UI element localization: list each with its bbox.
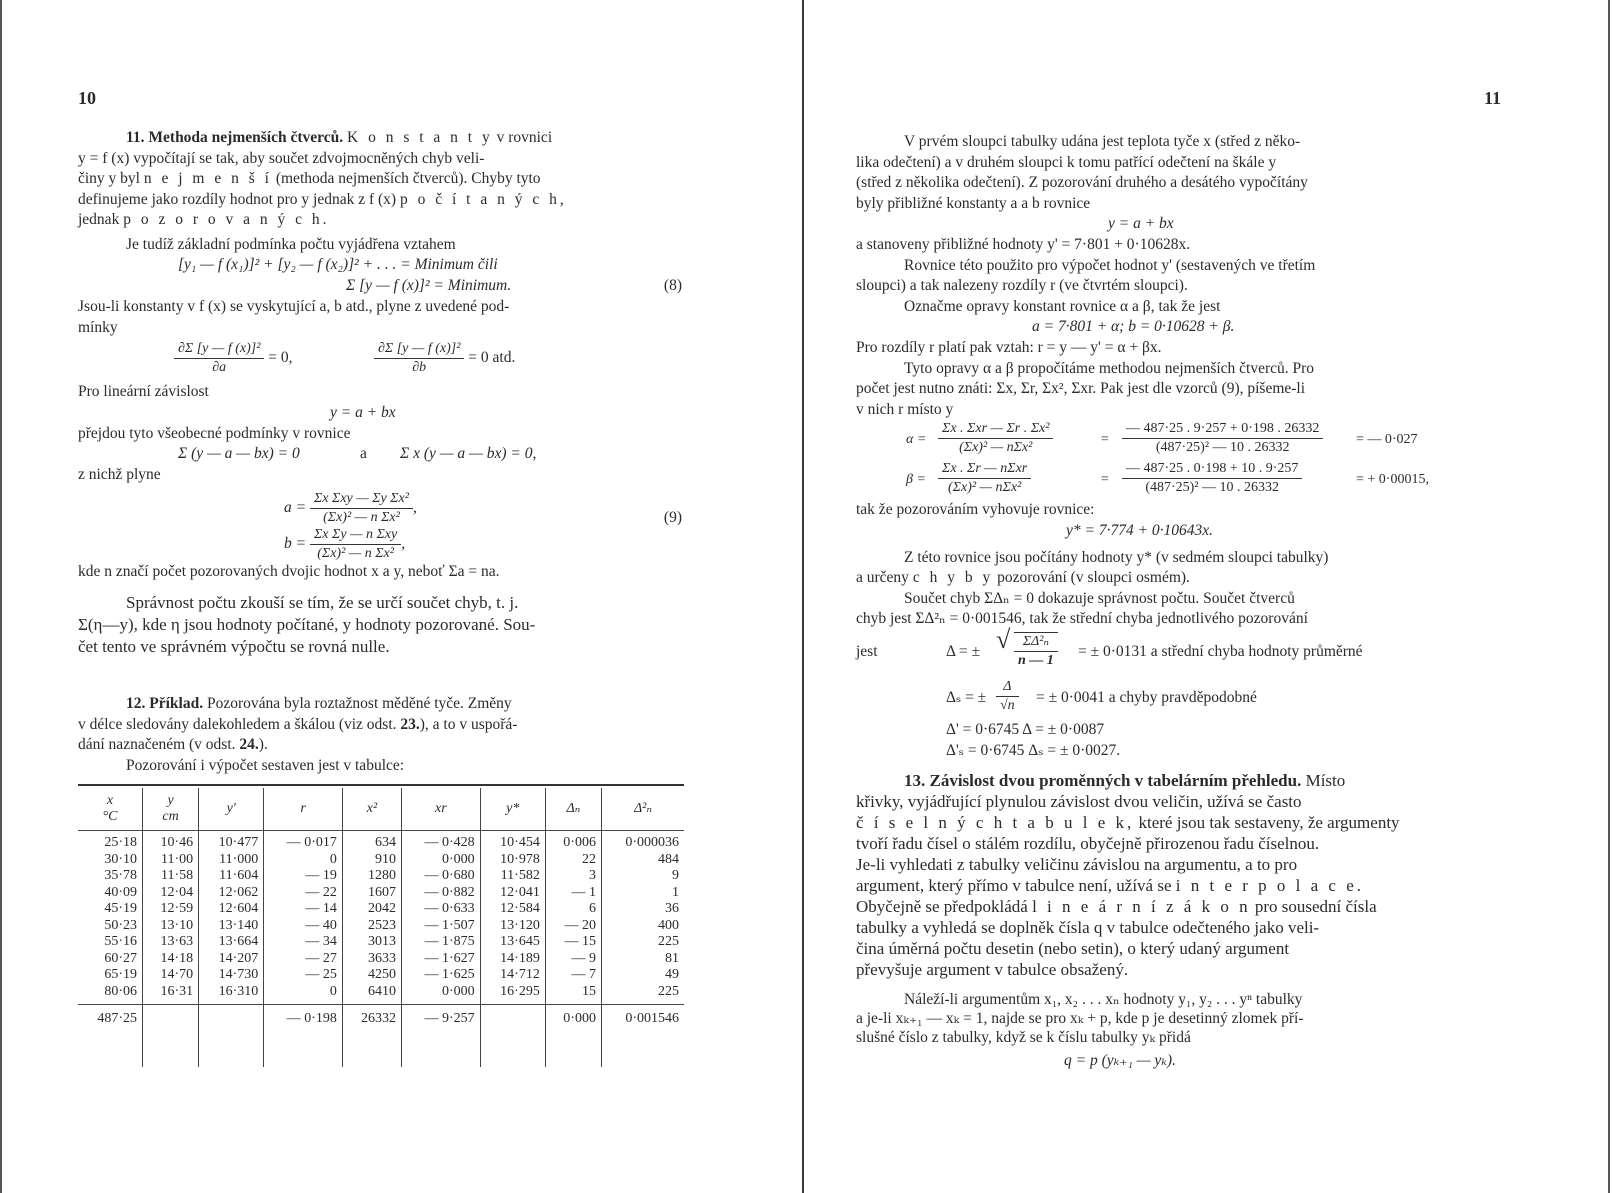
table-cell: — 0·017 — [264, 831, 343, 852]
sqrt-sign: √ — [996, 624, 1011, 654]
table-total-cell: — 9·257 — [402, 1005, 481, 1068]
table-total-cell: 487·25 — [78, 1005, 143, 1068]
table-top-rule — [78, 784, 684, 786]
delta-over-sqrt-n — [996, 678, 1019, 715]
table-cell: 11·00 — [143, 852, 199, 869]
equation: y = a + bx — [330, 403, 396, 421]
text-span: a určeny — [856, 569, 913, 586]
text-line: Je-li vyhledati z tabulky veličinu závislou na argumentu, a to pro — [856, 855, 1298, 874]
equation-line — [856, 741, 1460, 762]
table-cell: 12·584 — [480, 901, 545, 918]
table-cell: 14·730 — [199, 967, 264, 984]
table-cell: 13·645 — [480, 934, 545, 951]
text-span: v délce sledovány dalekohledem a škálou (viz odst. — [78, 715, 401, 733]
column-symbol: Δ²ₙ — [633, 800, 653, 816]
table-row — [78, 918, 684, 935]
table-total-cell: — 0·198 — [264, 1005, 343, 1068]
table-cell: 22 — [545, 852, 601, 869]
text-line: Rovnice této použito pro výpočet hodnot y' (sestavených ve třetím — [904, 256, 1316, 274]
table-cell: 0 — [264, 852, 343, 869]
table-header-cell — [264, 788, 343, 831]
fraction-numerator: Δ — [996, 678, 1019, 697]
text-line: (střed z několika odečtení). Z pozorování druhého a desátého vypočítány — [856, 174, 1308, 191]
table-cell: 12·041 — [480, 885, 545, 902]
table-header-cell — [480, 788, 545, 831]
fraction-denominator: ∂b — [412, 360, 427, 375]
equation-line — [856, 1051, 1460, 1072]
table-row — [78, 868, 684, 885]
table-row — [78, 901, 684, 918]
formulas-9 — [78, 486, 682, 560]
text-line: Tyto opravy α a β propočítáme methodou nejmenších čtverců. Pro — [904, 359, 1315, 377]
table-header-cell — [143, 788, 199, 831]
text-line — [856, 896, 1460, 917]
fraction-denominator: (Σx)² — nΣx² — [959, 440, 1033, 455]
text-line: Je tudíž základní podmínka počtu vyjádřena vztahem — [126, 235, 456, 253]
table-cell: 14·18 — [143, 951, 199, 968]
text-span: Obyčejně se předpokládá — [856, 897, 1033, 916]
text-span: jednak — [78, 211, 124, 228]
table-cell: 14·189 — [480, 951, 545, 968]
correction-formulas — [856, 420, 1460, 500]
table-cell: — 0·882 — [402, 885, 481, 902]
equation: y = a + bx — [1108, 215, 1174, 232]
table-cell: 0·006 — [545, 831, 601, 852]
equation-line — [856, 521, 1460, 542]
table-cell: — 0·680 — [402, 868, 481, 885]
fraction-numerator: ΣΔ²ₙ — [1014, 633, 1058, 652]
equation-number: (8) — [663, 277, 682, 294]
table-cell: 3 — [545, 868, 601, 885]
table-cell: 2523 — [342, 918, 401, 935]
table-cell: — 25 — [264, 967, 343, 984]
table-cell: 10·454 — [480, 831, 545, 852]
equation-line — [78, 403, 682, 424]
text-span: β = — [906, 472, 926, 487]
table-cell: 11·000 — [199, 852, 264, 869]
table-cell: — 1 — [545, 885, 601, 902]
fraction-denominator: √n — [1000, 697, 1015, 713]
formula-b — [284, 526, 405, 563]
table-cell: 400 — [601, 918, 684, 935]
fraction-denominator: (487·25)² — 10 . 26332 — [1145, 480, 1280, 495]
text-line: lika odečtení) a v druhém sloupci k tomu patřící odečtení na škále y — [856, 153, 1277, 171]
text-line: Pro lineární závislost — [78, 383, 209, 400]
table-row — [78, 885, 684, 902]
table-cell: — 34 — [264, 934, 343, 951]
table-cell: 35·78 — [104, 868, 137, 883]
equation-line — [856, 214, 1460, 235]
table-cell: 16·310 — [199, 984, 264, 1005]
column-unit: °C — [102, 809, 118, 824]
table-total-cell: 0·001546 — [601, 1005, 684, 1068]
equals-sign: = — [1100, 472, 1110, 487]
table-cell: 910 — [342, 852, 401, 869]
text-line: Z této rovnice jsou počítány hodnoty y* (v sedmém sloupci tabulky) — [904, 548, 1329, 566]
table-total-cell: 26332 — [342, 1005, 401, 1068]
table-cell: 4250 — [342, 967, 401, 984]
text-line: mínky — [78, 318, 118, 336]
equation: q = p (yₖ₊₁ — yₖ). — [1064, 1052, 1176, 1069]
table-cell: — 14 — [264, 901, 343, 918]
text-span: které jsou tak sestaveny, že argumenty — [1134, 813, 1400, 832]
table-cell: 10·46 — [143, 831, 199, 852]
text-span: pozorování (v sloupci osmém). — [993, 569, 1190, 586]
table-cell: 1607 — [342, 885, 401, 902]
equation: Δ = ± — [946, 642, 981, 660]
table-cell: — 1·625 — [402, 967, 481, 984]
equation: a = 7·801 + α; b = 0·10628 + β. — [1032, 318, 1235, 335]
text-line: tabulky a vyhledá se doplněk čísla q v tabulce odečteného jako veli- — [856, 918, 1320, 937]
text-line: Správnost počtu zkouší se tím, že se určí součet chyb, t. j. — [126, 593, 519, 612]
table-cell: — 9 — [545, 951, 601, 968]
text-span: (methoda nejmenších čtverců). Chyby tyto — [271, 170, 541, 187]
equation-number: (9) — [663, 508, 682, 526]
text-span: K o n s t a n t y — [347, 129, 493, 146]
text-span: b = — [284, 534, 307, 552]
equation: Σ (y — a — bx) = 0 — [178, 445, 300, 462]
text-span: 23. — [400, 715, 420, 733]
table-row — [78, 831, 684, 852]
column-symbol: Δₙ — [566, 800, 581, 816]
equation: Δ' = 0·6745 Δ = ± 0·0087 — [946, 720, 1105, 738]
table-cell: 55·16 — [104, 934, 137, 949]
table-cell: — 7 — [545, 967, 601, 984]
table-cell: 11·604 — [199, 868, 264, 885]
table-cell: 0·000 — [402, 852, 481, 869]
right-page — [806, 0, 1612, 1193]
text-span: c h y b y — [912, 569, 994, 586]
table-cell: — 15 — [545, 934, 601, 951]
table-cell: 14·207 — [199, 951, 264, 968]
table-cell: 13·120 — [480, 918, 545, 935]
text-span: i n t e r p o l a c e. — [1175, 876, 1365, 895]
text-span: v rovnici — [492, 129, 553, 146]
column-symbol: x — [106, 792, 114, 808]
table-total-cell — [480, 1005, 545, 1068]
text-line: z nichž plyne — [78, 466, 161, 483]
fraction-denominator: n — 1 — [1018, 652, 1054, 668]
text-span: p o č í t a n ý c h, — [399, 190, 567, 208]
table-total-cell — [143, 1005, 199, 1068]
text-span: = ± 0·0041 a chyby pravděpodobné — [1036, 688, 1257, 706]
table-cell: 484 — [601, 852, 684, 869]
sqrt-fraction — [1014, 632, 1058, 670]
table-cell: 16·295 — [480, 984, 545, 1005]
fraction-numerator: Σx Σxy — Σy Σx² — [310, 490, 413, 509]
text-span: argument, který přímo v tabulce není, užívá se — [856, 876, 1176, 895]
equation-line — [856, 317, 1460, 338]
beta-fraction-symbolic — [938, 460, 1031, 497]
equation: Δₛ = ± — [946, 688, 987, 706]
table-cell: 0 — [264, 984, 343, 1005]
table-cell: 14·712 — [480, 967, 545, 984]
text-span: n e j m e n š í — [143, 170, 272, 187]
fraction-denominator: (Σx)² — nΣx² — [948, 480, 1022, 495]
text-span: , — [401, 534, 406, 552]
text-line: a je-li xₖ₊₁ — xₖ = 1, najde se pro xₖ + p, kde p je desetinný zlomek pří- — [856, 1010, 1304, 1027]
table-cell: 11·58 — [143, 868, 199, 885]
text-span: č í s e l n ý c h t a b u l e k, — [856, 813, 1135, 832]
derivative-a — [174, 340, 293, 377]
table-header-row — [78, 788, 684, 831]
text-line: Σ(η—y), kde η jsou hodnoty počítané, y hodnoty pozorované. Sou- — [78, 615, 536, 634]
text-line: sloupci) a tak nalezeny rozdíly r (ve čtvrtém sloupci). — [856, 277, 1188, 294]
fraction-denominator: (Σx)² — n Σx² — [323, 509, 400, 525]
table-row — [78, 984, 684, 1005]
text-line: čina úměrná počtu desetin (nebo setin), o který udaný argument — [856, 939, 1290, 958]
section-13 — [856, 770, 1460, 980]
table-cell: — 40 — [264, 918, 343, 935]
table-total-cell — [199, 1005, 264, 1068]
text-line: kde n značí počet pozorovaných dvojic hodnot x a y, neboť Σa = na. — [78, 562, 500, 580]
table-cell: 0·000036 — [601, 831, 684, 852]
table-cell: 11·582 — [480, 868, 545, 885]
equation: y* = 7·774 + 0·10643x. — [1066, 521, 1214, 539]
table-cell: 16·31 — [143, 984, 199, 1005]
formula-a — [284, 490, 417, 527]
text-line: chyb jest ΣΔ²ₙ = 0·001546, tak že střední chyba jednotlivého pozorování — [856, 610, 1308, 627]
text-line: slušné číslo z tabulky, když se k číslu tabulky yₖ přidá — [856, 1029, 1191, 1046]
section-12-heading: 12. Příklad. — [126, 695, 204, 712]
text-line — [78, 210, 682, 231]
section-11-heading: 11. Methoda nejmenších čtverců. — [126, 129, 344, 146]
table-cell: 12·604 — [199, 901, 264, 918]
mean-error-line — [856, 624, 1460, 676]
fraction-numerator: ∂Σ [y — f (x)]² — [174, 340, 264, 359]
table-cell: 2042 — [342, 901, 401, 918]
text-line: Náleží-li argumentům x₁, x₂ . . . xₙ hodnoty y₁, y₂ . . . yⁿ tabulky — [904, 991, 1303, 1008]
text-line — [78, 715, 682, 736]
text-span: činy y byl — [78, 170, 144, 187]
table-header-cell — [601, 788, 684, 831]
section-13-interpolation — [856, 990, 1460, 1072]
text-line: y = f (x) vypočítají se tak, aby součet zdvojmocněných chyb veli- — [78, 149, 485, 167]
equation-line — [78, 276, 682, 297]
text-span: jest — [856, 642, 878, 660]
text-line: Pro rozdíly r platí pak vztah: r = y — y' = α + βx. — [856, 339, 1162, 356]
fraction-denominator: (Σx)² — n Σx² — [317, 545, 394, 561]
table-cell: 15 — [545, 984, 601, 1005]
table-row — [78, 852, 684, 869]
table-cell: 45·19 — [104, 901, 137, 916]
table-cell: 13·10 — [143, 918, 199, 935]
text-line: převyšuje argument v tabulce obsažený. — [856, 960, 1129, 979]
table-cell: 14·70 — [143, 967, 199, 984]
section-13-heading: 13. Závislost dvou proměnných v tabelárním přehledu. — [904, 771, 1302, 790]
table-cell: 1 — [601, 885, 684, 902]
table-cell: 3633 — [342, 951, 401, 968]
equals-sign: = — [1100, 432, 1110, 447]
text-line: Pozorování i výpočet sestaven jest v tabulce: — [126, 756, 405, 774]
text-span: dání naznačeném (v odst. — [78, 736, 240, 753]
text-span: p o z o r o v a n ý c h. — [123, 211, 330, 228]
table-cell: — 22 — [264, 885, 343, 902]
table-header-cell — [342, 788, 401, 831]
table-header-cell — [78, 788, 143, 831]
text-line: Jsou-li konstanty v f (x) se vyskytující a, b atd., plyne z uvedené pod- — [78, 298, 510, 315]
table-header-cell — [545, 788, 601, 831]
table-header-cell — [199, 788, 264, 831]
table-cell: — 20 — [545, 918, 601, 935]
table-cell: 36 — [601, 901, 684, 918]
section-12 — [78, 694, 682, 776]
table-cell: 634 — [342, 831, 401, 852]
text-line — [856, 812, 1460, 833]
table-cell: 9 — [601, 868, 684, 885]
table-cell: 0·000 — [402, 984, 481, 1005]
table-cell: 60·27 — [104, 950, 137, 966]
text-line — [856, 568, 1460, 589]
alpha-fraction-symbolic — [938, 420, 1053, 457]
table-cell: 80·06 — [104, 983, 137, 999]
table-cell: — 1·507 — [402, 918, 481, 935]
table-cell: 1280 — [342, 868, 401, 885]
text-line: křivky, vyjádřující plynulou závislost dvou veličin, užívá se často — [856, 792, 1302, 811]
text-span: = ± 0·0131 a střední chyba hodnoty průměrné — [1078, 642, 1363, 660]
text-span: = 0, — [268, 349, 293, 367]
text-line: čet tento ve správném výpočtu se rovná nulle. — [78, 637, 390, 656]
fraction-denominator: (487·25)² — 10 . 26332 — [1155, 440, 1290, 455]
fraction-numerator: Σx . Σxr — Σr . Σx² — [938, 420, 1053, 439]
table-cell: 50·23 — [104, 917, 137, 933]
table-row — [78, 951, 684, 968]
section-11 — [78, 128, 682, 658]
equation: Δ'ₛ = 0·6745 Δₛ = ± 0·0027. — [946, 741, 1121, 759]
equation-line — [856, 720, 1460, 741]
table-cell: 6 — [545, 901, 601, 918]
table-cell: 25·18 — [104, 835, 137, 850]
column-unit: cm — [162, 809, 179, 824]
text-line: tvoří řadu čísel o stálém rozdílu, obyčejně přirozenou řadu číselnou. — [856, 834, 1320, 853]
text-span: a = — [284, 498, 307, 516]
table-cell: 30·10 — [104, 851, 137, 867]
table-cell: — 19 — [264, 868, 343, 885]
table-row — [78, 967, 684, 984]
fraction-numerator: — 487·25 . 9·257 + 0·198 . 26332 — [1122, 420, 1323, 439]
table-cell: 12·04 — [143, 885, 199, 902]
text-line — [78, 169, 682, 190]
equation: Σ [y — f (x)]² = Minimum. — [346, 277, 512, 294]
table-cell: 13·140 — [199, 918, 264, 935]
derivative-conditions — [78, 338, 682, 382]
table-cell: 10·477 — [199, 831, 264, 852]
table-cell: — 0·428 — [402, 831, 481, 852]
table-cell: — 1·627 — [402, 951, 481, 968]
text-line — [856, 875, 1460, 896]
column-symbol: r — [300, 800, 306, 816]
fraction-denominator: ∂a — [212, 360, 227, 375]
equation: [y₁ — f (x₁)]² + [y₂ — f (x₂)]² + . . . = Minimum čili — [178, 256, 498, 273]
column-symbol: y* — [506, 800, 520, 816]
text-span: 24. — [239, 736, 259, 753]
text-span: l i n e á r n í z á k o n — [1032, 897, 1251, 916]
text-line: Označme opravy konstant rovnice α a β, tak že jest — [904, 297, 1221, 315]
text-line — [78, 735, 682, 756]
table-cell: 40·09 — [104, 884, 137, 900]
derivative-b — [374, 340, 515, 377]
fraction-numerator: Σx . Σr — nΣxr — [938, 460, 1031, 479]
table-cell: 13·664 — [199, 934, 264, 951]
column-symbol: x² — [366, 800, 378, 816]
equation-line — [78, 255, 682, 276]
text-span: = 0 atd. — [468, 349, 516, 367]
table-total-cell: 0·000 — [545, 1005, 601, 1068]
text-span: pro sousední čísla — [1250, 897, 1377, 916]
fraction-numerator: Σx Σy — n Σxy — [310, 526, 401, 545]
table-cell: — 1·875 — [402, 934, 481, 951]
text-line — [78, 190, 682, 211]
table-header-cell — [402, 788, 481, 831]
table-cell: 81 — [601, 951, 684, 968]
table-cell: 10·978 — [480, 852, 545, 869]
table-row — [78, 934, 684, 951]
text-line: počet jest nutno znáti: Σx, Σr, Σx², Σxr. Pak jest dle vzorců (9), píšeme-li — [856, 380, 1306, 397]
example-continuation — [856, 132, 1460, 762]
table-cell: 13·63 — [143, 934, 199, 951]
table-cell: 6410 — [342, 984, 401, 1005]
table-cell: 12·062 — [199, 885, 264, 902]
table-cell: 12·59 — [143, 901, 199, 918]
equation-line — [78, 444, 682, 465]
text-line: v nich r místo y — [856, 400, 954, 418]
text-span: ). — [258, 736, 268, 753]
table-totals-row — [78, 1005, 684, 1068]
page-number-right: 11 — [1484, 88, 1502, 108]
table-cell: — 0·633 — [402, 901, 481, 918]
text-span: ), a to v uspořá- — [419, 715, 518, 733]
text-span: definujeme jako rozdíly hodnot pro y jednak z f (x) — [78, 190, 400, 208]
text-line: V prvém sloupci tabulky udána jest teplota tyče x (střed z něko- — [904, 133, 1301, 150]
table-cell: 3013 — [342, 934, 401, 951]
text-span: Pozorována byla roztažnost měděné tyče. Změny — [203, 695, 512, 712]
observation-table — [78, 788, 684, 1067]
table-cell: 65·19 — [104, 967, 137, 982]
beta-result: = + 0·00015, — [1356, 472, 1429, 487]
column-symbol: y — [167, 792, 174, 808]
text-line: Součet chyb ΣΔₙ = 0 dokazuje správnost počtu. Součet čtverců — [904, 589, 1295, 607]
text-line: přejdou tyto všeobecné podmínky v rovnice — [78, 424, 351, 442]
table-cell: 225 — [601, 934, 684, 951]
equation: Σ x (y — a — bx) = 0, — [400, 445, 537, 462]
page-number-left: 10 — [78, 88, 96, 108]
table-cell: 49 — [601, 967, 684, 984]
alpha-fraction-numeric — [1122, 420, 1323, 457]
column-symbol: xr — [435, 800, 447, 816]
text-line: tak že pozorováním vyhovuje rovnice: — [856, 501, 1095, 518]
alpha-result: = — 0·027 — [1356, 432, 1418, 447]
table-cell: — 27 — [264, 951, 343, 968]
text-line: byly přibližné konstanty a a b rovnice — [856, 194, 1091, 212]
table-cell: 225 — [601, 984, 684, 1005]
fraction-numerator: ∂Σ [y — f (x)]² — [374, 340, 464, 359]
beta-fraction-numeric — [1122, 460, 1302, 497]
fraction-numerator: — 487·25 . 0·198 + 10 . 9·257 — [1122, 460, 1302, 479]
text-span: α = — [906, 432, 927, 447]
text-span: a — [360, 445, 367, 462]
text-line: a stanoveny přibližné hodnoty y' = 7·801 + 0·10628x. — [856, 236, 1191, 253]
text-span: , — [412, 498, 417, 516]
text-span: Místo — [1301, 771, 1346, 790]
column-symbol: y' — [226, 800, 236, 816]
mean-error-average-line — [856, 676, 1460, 720]
